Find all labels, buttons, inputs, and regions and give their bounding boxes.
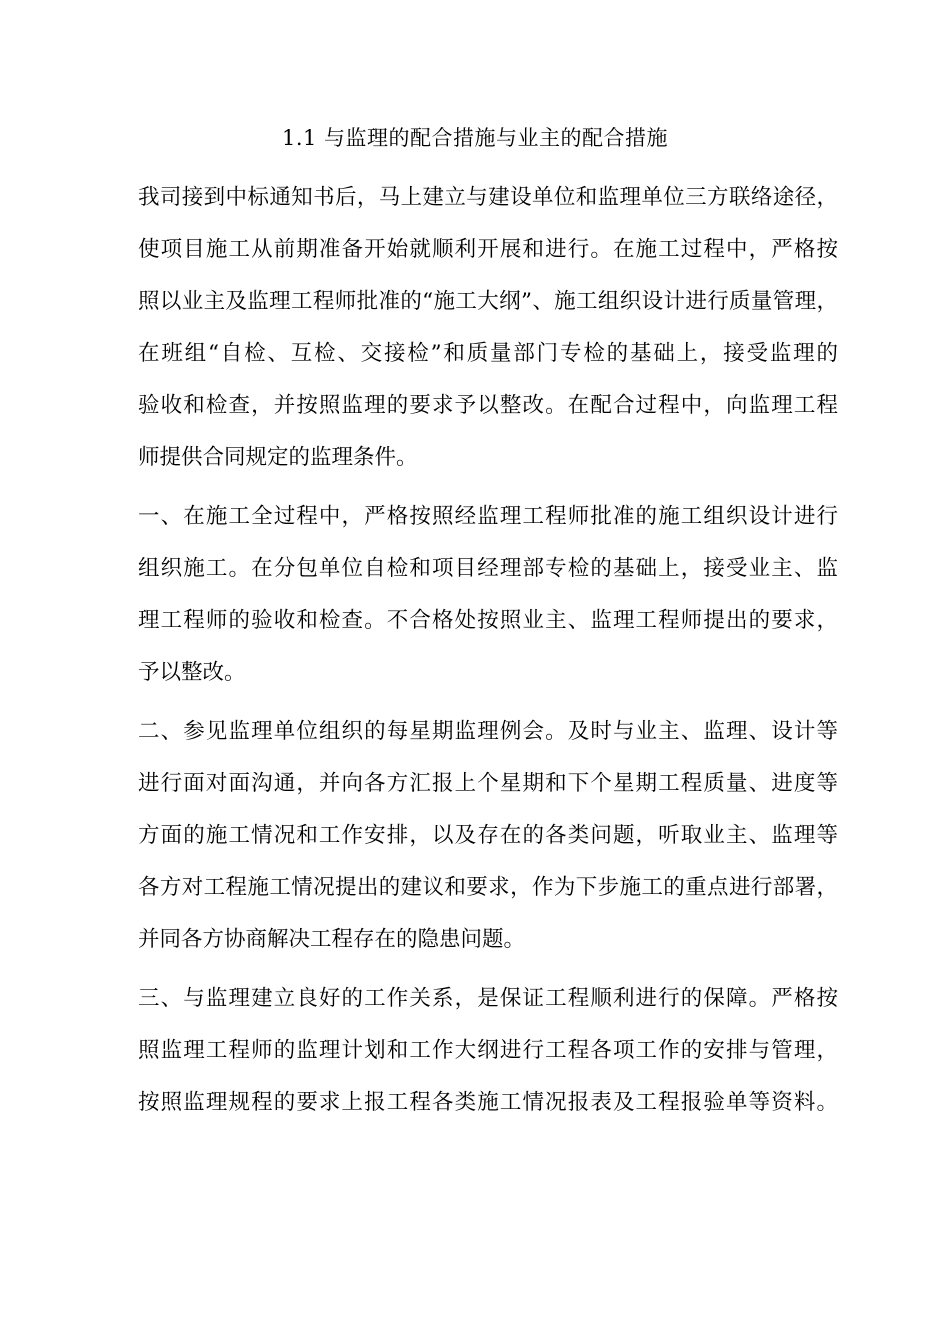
text-line: 二、参见监理单位组织的每星期监理例会。及时与业主、监理、设计等 xyxy=(138,719,838,744)
text-line: 方面的施工情况和工作安排，以及存在的各类问题，听取业主、监理等 xyxy=(138,823,838,848)
paragraph-intro xyxy=(138,178,838,490)
section-title: 1.1 与监理的配合措施与业主的配合措施 xyxy=(281,126,669,150)
text-line: 照以业主及监理工程师批准的“施工大纲”、施工组织设计进行质量管理， xyxy=(138,289,838,314)
text-line: 师提供合同规定的监理条件。 xyxy=(138,445,418,470)
text-line: 各方对工程施工情况提出的建议和要求，作为下步施工的重点进行部署， xyxy=(138,875,838,900)
paragraph-item-1 xyxy=(138,497,838,705)
text-line: 组织施工。在分包单位自检和项目经理部专检的基础上，接受业主、监 xyxy=(138,556,838,581)
text-line: 我司接到中标通知书后，马上建立与建设单位和监理单位三方联络途径， xyxy=(138,185,838,210)
text-line: 并同各方协商解决工程存在的隐患问题。 xyxy=(138,927,526,952)
text-line: 进行面对面沟通，并向各方汇报上个星期和下个星期工程质量、进度等 xyxy=(138,771,838,796)
text-line: 理工程师的验收和检查。不合格处按照业主、监理工程师提出的要求， xyxy=(138,608,838,633)
text-line: 使项目施工从前期准备开始就顺利开展和进行。在施工过程中，严格按 xyxy=(138,237,838,262)
text-line: 一、在施工全过程中，严格按照经监理工程师批准的施工组织设计进行 xyxy=(138,504,838,529)
paragraph-item-3 xyxy=(138,979,838,1135)
text-line: 照监理工程师的监理计划和工作大纲进行工程各项工作的安排与管理， xyxy=(138,1038,838,1063)
paragraph-item-2 xyxy=(138,712,838,972)
text-line: 验收和检查，并按照监理的要求予以整改。在配合过程中，向监理工程 xyxy=(138,393,838,418)
document-body xyxy=(138,178,838,1142)
text-line: 按照监理规程的要求上报工程各类施工情况报表及工程报验单等资料。 xyxy=(138,1090,838,1115)
text-line: 三、与监理建立良好的工作关系，是保证工程顺利进行的保障。严格按 xyxy=(138,986,838,1011)
text-line: 予以整改。 xyxy=(138,660,246,685)
text-line: 在班组“自检、互检、交接检”和质量部门专检的基础上，接受监理的 xyxy=(138,341,838,366)
